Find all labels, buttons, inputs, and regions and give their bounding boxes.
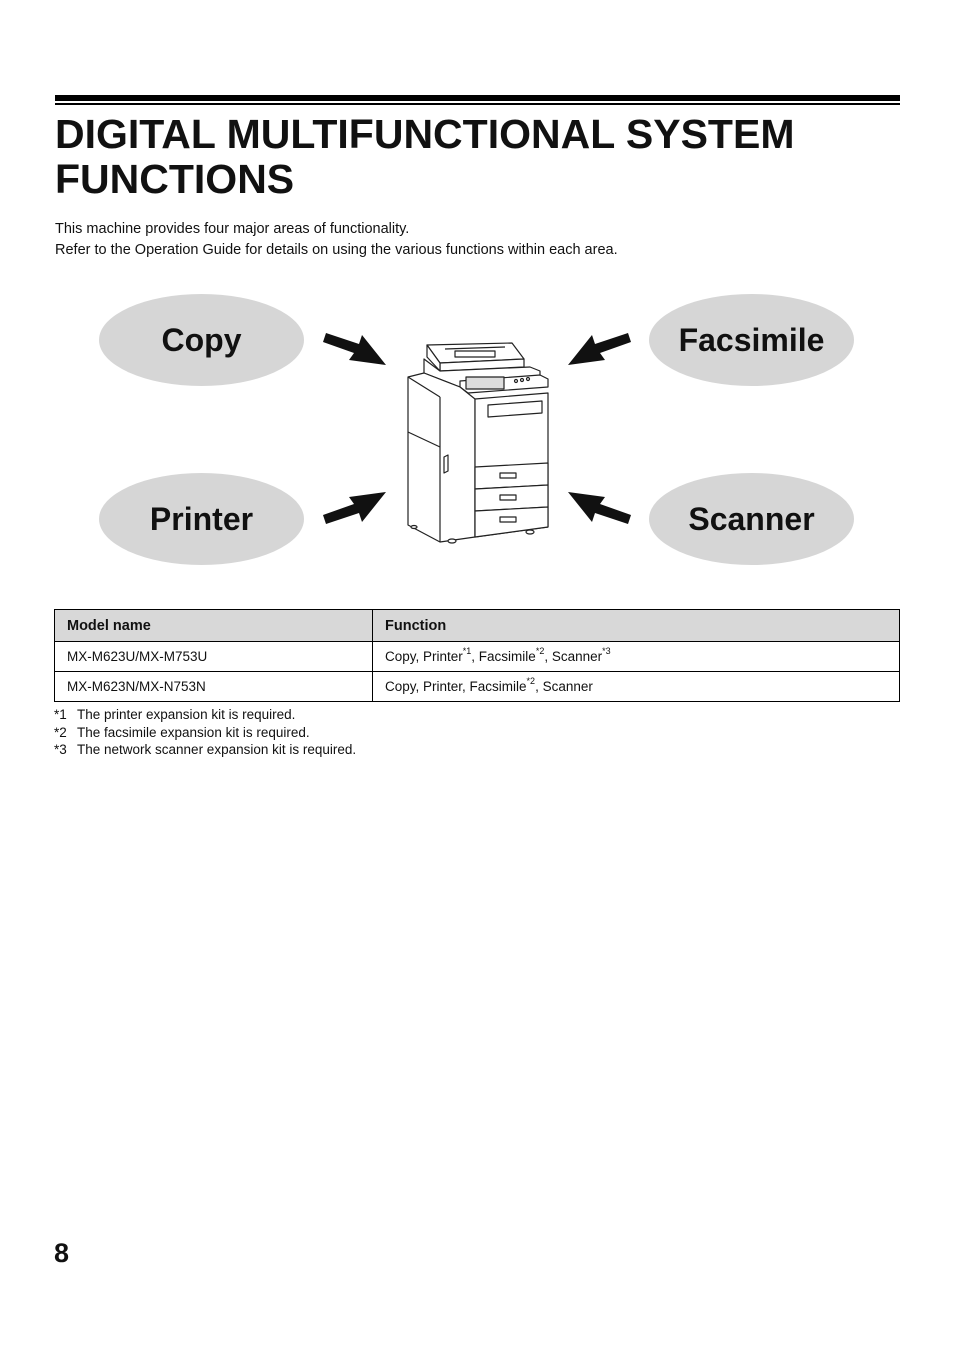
footnote-item <box>54 706 356 724</box>
table-row <box>55 642 900 672</box>
model-function-table <box>54 609 900 702</box>
footnote-mark: *2 <box>54 724 67 740</box>
intro-line-1: This machine provides four major areas of functionality. <box>55 221 410 237</box>
intro-line-2: Refer to the Operation Guide for details on using the various functions within each area. <box>55 242 618 258</box>
function-text: , Facsimile <box>471 649 536 664</box>
table-header-row <box>55 610 900 642</box>
function-text: Copy, Printer, Facsimile <box>385 679 527 694</box>
function-text: , Scanner <box>544 649 603 664</box>
model-cell: MX-M623U/MX-M753U <box>55 642 373 672</box>
header-model-name: Model name <box>55 610 373 642</box>
scanner-bubble: Scanner <box>649 473 854 565</box>
footnote-mark: *1 <box>54 707 67 722</box>
function-text: , Scanner <box>535 679 593 694</box>
footnote-ref: *3 <box>602 646 611 656</box>
table-row <box>55 672 900 702</box>
footnote-ref: *2 <box>535 646 545 656</box>
footnote-mark: *3 <box>54 742 67 757</box>
function-text: Copy, Printer <box>385 649 463 664</box>
arrow-scanner-icon <box>562 485 632 530</box>
footnote-item <box>54 724 356 742</box>
footnote-ref: *1 <box>462 646 472 656</box>
header-function: Function <box>373 610 900 642</box>
footnote-text: The printer expansion kit is required. <box>77 707 296 722</box>
intro-text <box>55 219 618 261</box>
footnotes <box>54 706 356 759</box>
arrow-facsimile-icon <box>562 327 632 372</box>
header-rule-thick <box>55 95 900 101</box>
multifunction-printer-icon <box>400 337 555 547</box>
header-rule-thin <box>55 103 900 105</box>
footnote-ref: *2 <box>526 676 536 686</box>
model-cell: MX-M623N/MX-N753N <box>55 672 373 702</box>
arrow-printer-icon <box>322 485 392 530</box>
page-title: DIGITAL MULTIFUNCTIONAL SYSTEM FUNCTIONS <box>55 111 795 202</box>
footnote-text: The facsimile expansion kit is required. <box>77 724 310 740</box>
function-cell <box>373 642 900 672</box>
function-cell <box>373 672 900 702</box>
footnote-item <box>54 741 356 759</box>
footnote-text: The network scanner expansion kit is required. <box>77 742 357 757</box>
copy-bubble: Copy <box>99 294 304 386</box>
facsimile-bubble: Facsimile <box>649 294 854 386</box>
arrow-copy-icon <box>322 327 392 372</box>
printer-bubble: Printer <box>99 473 304 565</box>
function-diagram <box>0 285 954 580</box>
page-number: 8 <box>54 1238 70 1268</box>
